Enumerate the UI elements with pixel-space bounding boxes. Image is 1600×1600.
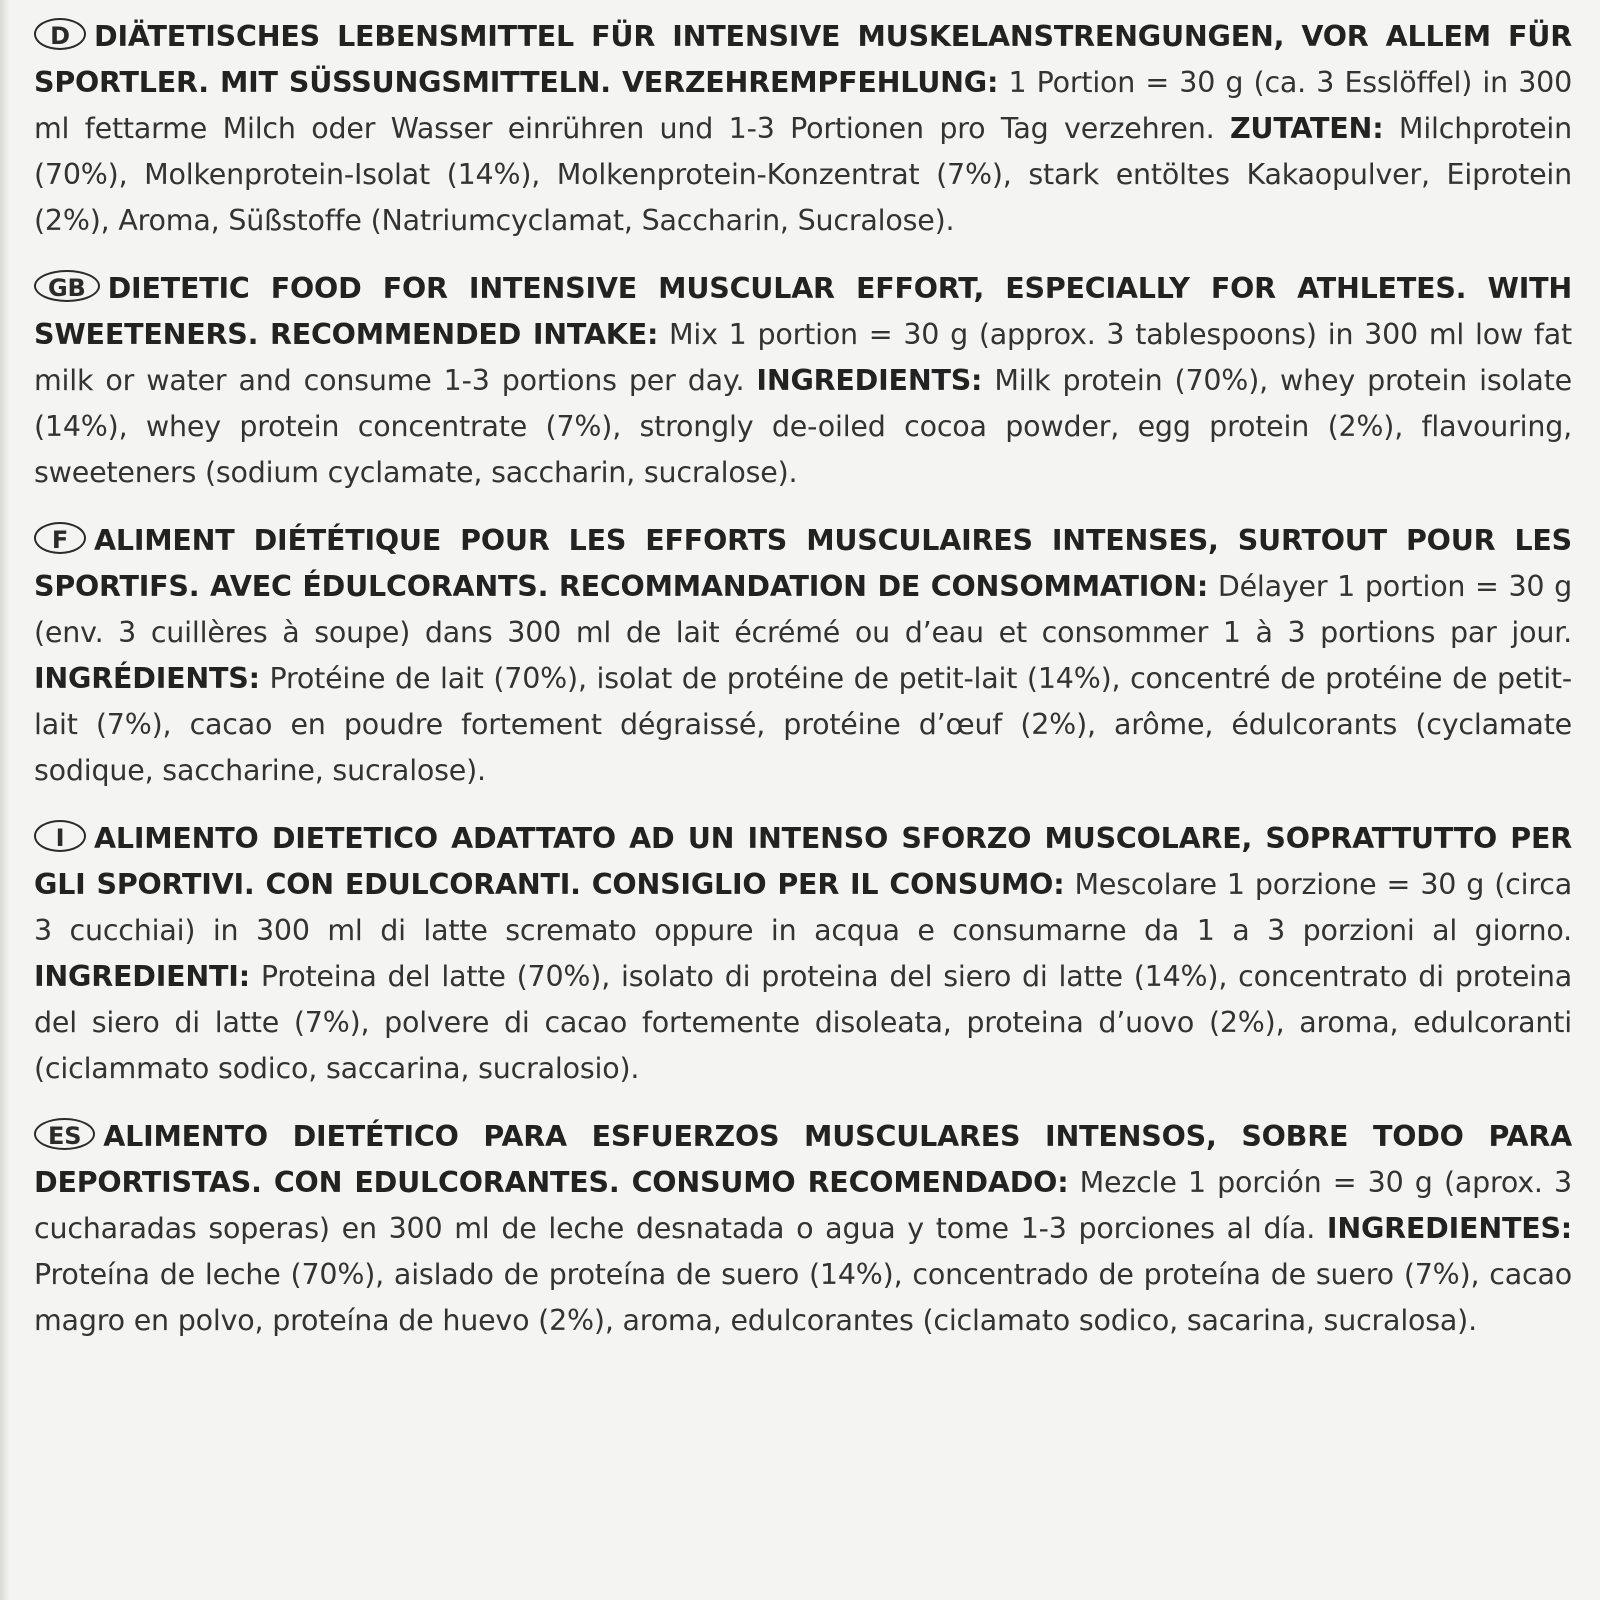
page-shadow-edge (0, 0, 10, 1600)
ingredients-text: Proteina del latte (70%), isolato di proteina del siero di latte (14%), concentrato di proteina del siero di latte (7%), polvere di cacao fortemente disoleata, proteina d’uovo (2%), aroma, edulcoranti (ciclammato sodico, saccarina, sucralosio). (34, 960, 1572, 1085)
section-lead: DIETETIC FOOD FOR INTENSIVE MUSCULAR EFFORT, ESPECIALLY FOR ATHLETES. WITH SWEETENERS. RECOMMENDED INTAKE: (34, 272, 1572, 351)
ingredients-label: INGREDIENTI: (34, 960, 250, 993)
ingredients-text: Protéine de lait (70%), isolat de protéine de petit-lait (14%), concentré de protéine de petit-lait (7%), cacao en poudre fortement dégraissé, protéine d’œuf (2%), arôme, édulcorants (cyclamate sodique, saccharine, sucralose). (34, 662, 1572, 787)
section-de (34, 14, 1572, 244)
ingredients-label: INGREDIENTS: (756, 364, 983, 397)
ingredients-text: Milk protein (70%), whey protein isolate (14%), whey protein concentrate (7%), strongly de-oiled cocoa powder, egg protein (2%), flavouring, sweeteners (sodium cyclamate, saccharin, sucralose). (34, 364, 1572, 489)
ingredients-label: ZUTATEN: (1229, 112, 1384, 145)
section-fr (34, 518, 1572, 794)
intake-text: Délayer 1 portion = 30 g (env. 3 cuillères à soupe) dans 300 ml de lait écrémé ou d’eau et consommer 1 à 3 portions par jour. (34, 570, 1573, 649)
language-badge-de: D (34, 18, 86, 50)
section-it (34, 816, 1572, 1092)
section-lead: DIÄTETISCHES LEBENSMITTEL FÜR INTENSIVE MUSKELANSTRENGUNGEN, VOR ALLEM FÜR SPORTLER. MIT SÜSSUNGSMITTELN. VERZEHREMPFEHLUNG: (34, 20, 1572, 99)
section-es (34, 1114, 1572, 1344)
language-badge-gb: GB (34, 270, 100, 302)
ingredients-label: INGRÉDIENTS: (34, 662, 260, 695)
section-lead: ALIMENTO DIETETICO ADATTATO AD UN INTENSO SFORZO MUSCOLARE, SOPRATTUTTO PER GLI SPORTIVI. CON EDULCORANTI. CONSIGLIO PER IL CONSUMO: (34, 822, 1572, 901)
ingredients-label: INGREDIENTES: (1326, 1212, 1572, 1245)
section-lead: ALIMENT DIÉTÉTIQUE POUR LES EFFORTS MUSCULAIRES INTENSES, SURTOUT POUR LES SPORTIFS. AVEC ÉDULCORANTS. RECOMMANDATION DE CONSOMMATION: (34, 524, 1572, 603)
section-gb (34, 266, 1572, 496)
language-badge-fr: F (34, 522, 86, 554)
intake-text: 1 Portion = 30 g (ca. 3 Esslöffel) in 300 ml fettarme Milch oder Wasser einrühren und 1-3 Portionen pro Tag verzehren. (34, 66, 1573, 145)
language-badge-es: ES (34, 1118, 95, 1150)
ingredients-text: Milchprotein (70%), Molkenprotein-Isolat (14%), Molkenprotein-Konzentrat (7%), stark entöltes Kakaopulver, Eiprotein (2%), Aroma, Süßstoffe (Natriumcyclamat, Saccharin, Sucralose). (34, 112, 1572, 237)
intake-text: Mix 1 portion = 30 g (approx. 3 tablespoons) in 300 ml low fat milk or water and consume 1-3 portions per day. (34, 318, 1572, 397)
ingredients-text: Proteína de leche (70%), aislado de proteína de suero (14%), concentrado de proteína de suero (7%), cacao magro en polvo, proteína de huevo (2%), aroma, edulcorantes (ciclamato sodico, sacarina, sucralosa). (34, 1258, 1572, 1337)
intake-text: Mescolare 1 porzione = 30 g (circa 3 cucchiai) in 300 ml di latte scremato oppure in acqua e consumarne da 1 a 3 porzioni al giorno. (34, 868, 1572, 947)
language-badge-it: I (34, 820, 86, 852)
intake-text: Mezcle 1 porción = 30 g (aprox. 3 cucharadas soperas) en 300 ml de leche desnatada o agua y tome 1-3 porciones al día. (34, 1166, 1572, 1245)
section-lead: ALIMENTO DIETÉTICO PARA ESFUERZOS MUSCULARES INTENSOS, SOBRE TODO PARA DEPORTISTAS. CON EDULCORANTES. CONSUMO RECOMENDADO: (34, 1120, 1572, 1199)
